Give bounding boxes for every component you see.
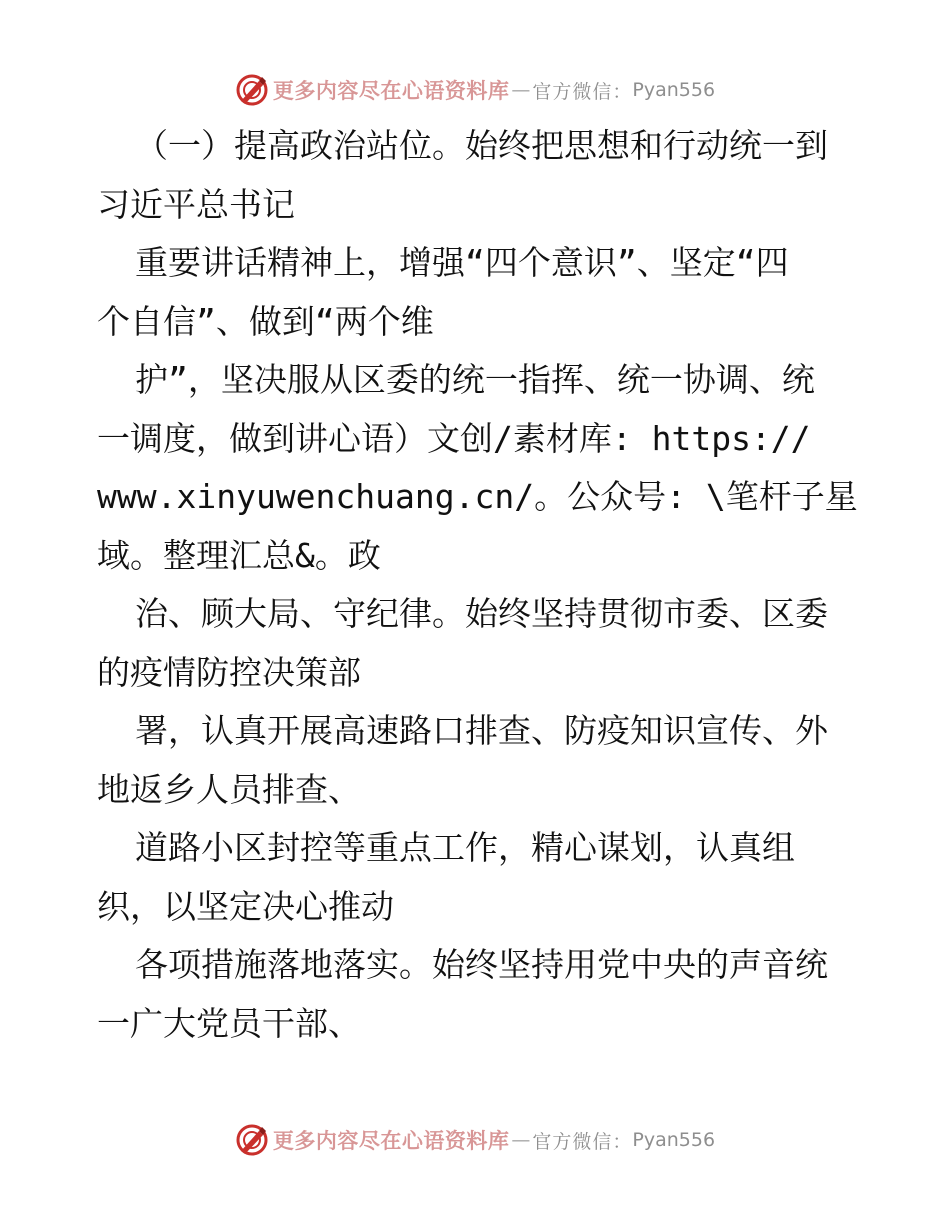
header-wechat-label: 官方微信：: [532, 80, 633, 103]
footer-wechat-account: Pyan556: [632, 1129, 716, 1151]
header-wechat-account: Pyan556: [632, 79, 716, 101]
body-line: www.xinyuwenchuang.cn/。公众号: \笔杆子星: [97, 477, 858, 516]
body-line: 域。整理汇总&。政: [97, 535, 381, 575]
footer-separator: —: [511, 1129, 531, 1151]
body-line: 治、顾大局、守纪律。始终坚持贯彻市委、区委: [135, 594, 828, 633]
pen-logo-icon: [235, 1123, 269, 1157]
body-line: 织，以坚定决心推动: [97, 886, 394, 926]
header-brand-text: 更多内容尽在心语资料库: [272, 78, 510, 103]
body-line: 道路小区封控等重点工作，精心谋划，认真组: [135, 828, 795, 867]
body-line: 一调度，做到讲心语）文创/素材库: https://: [97, 418, 811, 458]
body-line: 的疫情防控决策部: [97, 652, 361, 692]
body-line: （一）提高政治站位。始终把思想和行动统一到: [135, 126, 828, 165]
header-separator: —: [511, 79, 531, 101]
body-line: 习近平总书记: [97, 184, 295, 224]
body-line: 署，认真开展高速路口排查、防疫知识宣传、外: [135, 711, 828, 750]
body-line: 地返乡人员排查、: [97, 769, 361, 809]
body-line: 个自信”、做到“两个维: [97, 301, 434, 341]
body-line: 一广大党员干部、: [97, 1003, 361, 1043]
pen-logo-icon: [235, 73, 269, 107]
body-line: 重要讲话精神上，增强“四个意识”、坚定“四: [135, 243, 789, 282]
header-watermark-banner: [0, 70, 950, 110]
body-line: 各项措施落地落实。始终坚持用党中央的声音统: [135, 945, 828, 984]
body-line: 护”，坚决服从区委的统一指挥、统一协调、统: [135, 360, 815, 399]
footer-watermark-banner: [0, 1120, 950, 1160]
footer-wechat-label: 官方微信：: [532, 1130, 633, 1153]
footer-brand-text: 更多内容尽在心语资料库: [272, 1128, 510, 1153]
document-body: [97, 117, 857, 1053]
